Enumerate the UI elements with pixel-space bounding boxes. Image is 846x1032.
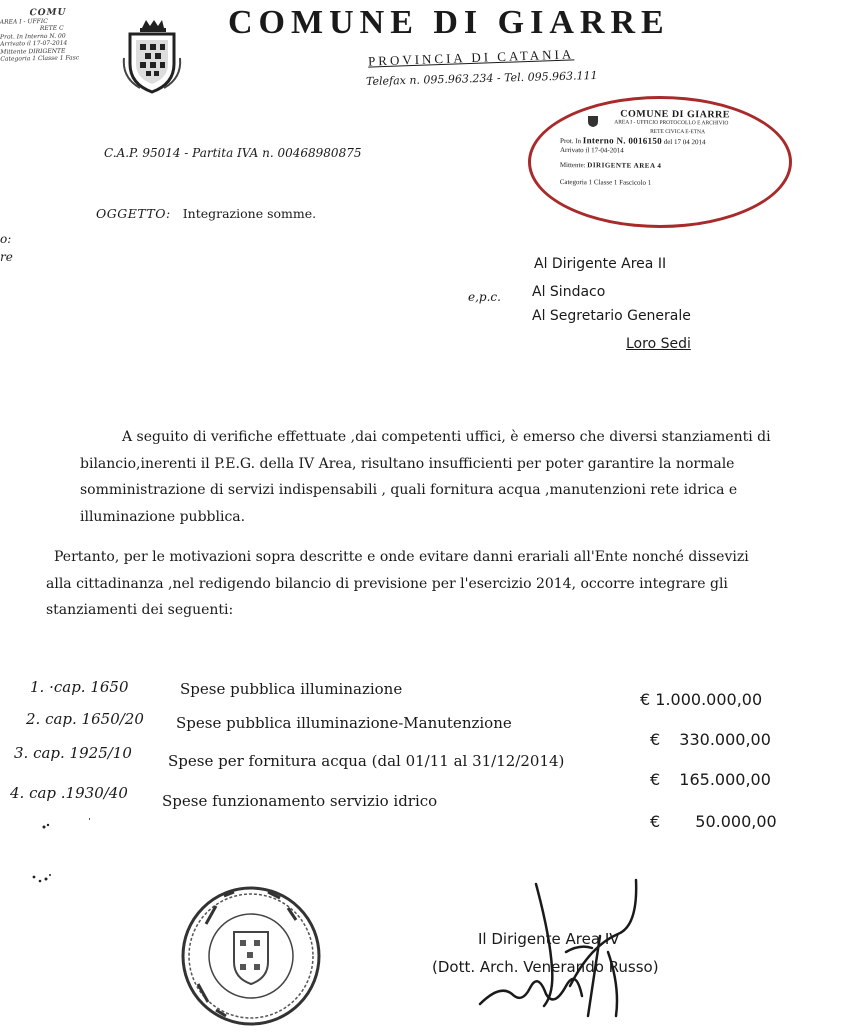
item-description: Spese pubblica illuminazione (180, 680, 403, 698)
corner-stamp-line: Arrivato il 17-07-2014 (0, 39, 68, 48)
protocol-number: Interno N. 0016150 (582, 135, 663, 146)
corner-stamp-line: AREA I - UFFIC (0, 17, 48, 26)
item-amount-row (650, 770, 771, 789)
item-amount: 1.000.000,00 (655, 690, 763, 709)
subject-text: Integrazione somme. (182, 206, 317, 221)
item-amount-row (650, 730, 771, 749)
item-description: Spese pubblica illuminazione-Manutenzione (176, 714, 512, 732)
handwritten-signature-icon (470, 876, 670, 1026)
margin-fragment: re (0, 250, 13, 264)
body-line: A seguito di verifiche effettuate ,dai competenti uffici, è emerso che diversi stanziamenti di (122, 429, 771, 445)
item-amount: 330.000,00 (679, 730, 771, 749)
corner-stamp-line: Categoria 1 Classe 1 Fasc (0, 54, 80, 63)
protocol-stamp (560, 109, 791, 189)
protocol-network: RETE CIVICA E-ETNA (650, 128, 706, 136)
currency-symbol: € (650, 812, 661, 831)
item-amount-row (650, 812, 777, 831)
official-seal-icon (176, 874, 326, 1032)
body-line: stanziamenti dei seguenti: (46, 602, 234, 618)
body-line: Pertanto, per le motivazioni sopra descritte e onde evitare danni erariali all'Ente nonché dissevizi (54, 549, 749, 565)
item-number: 3. cap. 1925/10 (14, 744, 132, 762)
protocol-sender: DIRIGENTE AREA 4 (587, 161, 662, 170)
item-number: 2. cap. 1650/20 (26, 710, 144, 728)
protocol-category: Categoria 1 Classe 1 Fascicolo 1 (559, 177, 652, 187)
body-line: bilancio,inerenti il P.E.G. della IV Area, risultano insufficienti per poter garantire la normale (80, 455, 735, 472)
body-paragraph-2 (38, 544, 818, 624)
protocol-arrival: Arrivato il 17-04-2014 (559, 145, 624, 155)
signatory-name: (Dott. Arch. Venerando Russo) (432, 958, 659, 976)
recipient-main: Al Dirigente Area II (534, 256, 667, 272)
item-amount: 165.000,00 (679, 770, 771, 789)
coat-of-arms-icon (120, 18, 184, 94)
protocol-date: del 17 04 2014 (663, 137, 706, 147)
fiscal-info: C.A.P. 95014 - Partita IVA n. 00468980875 (104, 146, 362, 160)
recipients-closing: Loro Sedi (626, 336, 691, 352)
protocol-title: COMUNE DI GIARRE (620, 108, 731, 121)
signatory-role: Il Dirigente Area IV (478, 930, 620, 948)
subject-label: OGGETTO: (96, 206, 171, 221)
recipient-cc: Al Segretario Generale (532, 308, 691, 324)
recipient-cc: Al Sindaco (532, 284, 606, 300)
currency-symbol: € (650, 770, 661, 789)
item-number: 1. ·cap. 1650 (30, 678, 129, 696)
item-amount-row (640, 690, 762, 709)
item-description: Spese funzionamento servizio idrico (162, 792, 438, 810)
body-line: alla cittadinanza ,nel redigendo bilancio di previsione per l'esercizio 2014, occorre integrare gli (46, 575, 728, 592)
body-line: illuminazione pubblica. (80, 508, 246, 525)
corner-stamp-title: COMU (29, 7, 67, 19)
corner-stamp (0, 9, 84, 63)
currency-symbol: € (650, 730, 661, 749)
municipality-title: COMUNE DI GIARRE (228, 4, 670, 41)
body-paragraph-1 (38, 424, 818, 530)
item-number: 4. cap .1930/40 (10, 784, 128, 802)
item-description: Spese per fornitura acqua (dal 01/11 al 31/12/2014) (168, 752, 565, 770)
cc-label: e,p.c. (468, 290, 501, 304)
protocol-sender-row (560, 161, 790, 172)
currency-symbol: € (640, 690, 651, 709)
protocol-sender-label: Mittente: (559, 160, 586, 170)
margin-fragments (0, 230, 13, 266)
protocol-prefix: Prot. In (560, 136, 582, 146)
margin-fragment: o: (0, 232, 12, 246)
item-amount: 50.000,00 (695, 812, 777, 831)
scan-specks (30, 815, 90, 895)
body-line: somministrazione di servizi indispensabili , quali fornitura acqua ,manutenzioni rete idrica e (80, 482, 738, 498)
corner-stamp-line: Prot. In Interno N. 00 (0, 32, 66, 41)
province-subtitle: PROVINCIA DI CATANIA (367, 46, 575, 69)
corner-stamp-line: RETE C (39, 24, 64, 33)
corner-stamp-line: Mittente DIRIGENTE (0, 47, 66, 56)
subject-line (96, 206, 316, 221)
phone-line: Telefax n. 095.963.234 - Tel. 095.963.111 (365, 68, 598, 89)
protocol-office: AREA I - UFFICIO PROTOCOLLO E ARCHIVIO (614, 119, 729, 127)
